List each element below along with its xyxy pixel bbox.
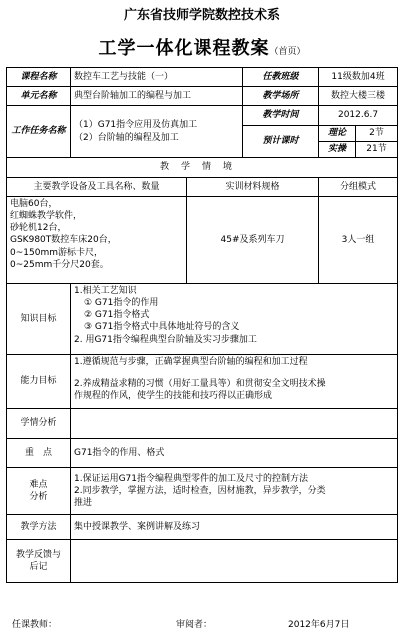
knowledge-line: 1.相关工艺知识 xyxy=(74,286,137,296)
knowledge-label: 知识目标 xyxy=(7,284,71,355)
place-label: 教学场所 xyxy=(243,87,319,106)
equipment-item: 0~150mm游标卡尺， xyxy=(10,247,103,258)
difficulty-label-line: 分析 xyxy=(29,492,48,502)
theory-label: 理论 xyxy=(319,126,356,142)
hours-label: 预计课时 xyxy=(243,126,319,158)
equipment-item: 红蜘蛛教学软件， xyxy=(10,211,83,222)
key-point-label: 重 点 xyxy=(7,439,71,468)
course-label: 课程名称 xyxy=(7,68,71,87)
grouping-header: 分组模式 xyxy=(319,178,398,197)
feedback-value xyxy=(71,540,398,583)
row-task-time xyxy=(7,106,398,126)
feedback-label xyxy=(7,540,71,583)
material-header: 实训材料规格 xyxy=(187,178,319,197)
equipment-header: 主要教学设备及工具名称、数量 xyxy=(7,178,187,197)
unit-label: 单元名称 xyxy=(7,87,71,106)
class-label: 任教班级 xyxy=(243,68,319,87)
class-value: 11级数加4班 xyxy=(319,68,398,87)
knowledge-line: ② G71指令格式 xyxy=(84,310,150,321)
signature-footer xyxy=(6,617,397,631)
row-situation-title xyxy=(7,158,398,178)
knowledge-line: ① G71指令的作用 xyxy=(84,298,159,309)
material-value: 45#及系列车刀 xyxy=(187,197,319,284)
method-label: 教学方法 xyxy=(7,515,71,540)
row-knowledge xyxy=(7,284,398,355)
ability-line xyxy=(74,368,394,378)
practice-label: 实操 xyxy=(319,142,356,158)
difficulty-line: 2.同步教学，掌握方法，适时检查，因材施教，异步教学，分类 xyxy=(74,485,326,496)
difficulty-value xyxy=(71,468,398,515)
practice-value: 21节 xyxy=(356,142,398,158)
grouping-value: 3人一组 xyxy=(319,197,398,284)
row-unit xyxy=(7,87,398,106)
knowledge-value xyxy=(71,284,398,355)
reviewer-label: 审阅者： xyxy=(176,620,213,630)
ability-line: 2.养成精益求精的习惯（用好工量具等）和贯彻安全文明技术操 xyxy=(74,379,326,390)
doc-title-sub: （首页） xyxy=(269,47,306,57)
teacher-label: 任课教师： xyxy=(12,620,58,630)
doc-title-main: 工学一体化课程教案 xyxy=(98,38,270,59)
ability-label: 能力目标 xyxy=(7,355,71,409)
difficulty-line: 1.保证运用G71指令编程典型零件的加工及尺寸的控制方法 xyxy=(74,473,309,484)
row-analysis xyxy=(7,409,398,439)
ability-line: 作规程的作风，使学生的技能和技巧得以正确形成 xyxy=(74,391,273,402)
equipment-item: 0~25mm千分尺20套。 xyxy=(10,259,109,270)
row-method xyxy=(7,515,398,540)
date-label: 2012年6月7日 xyxy=(288,620,350,630)
row-situation-headers xyxy=(7,178,398,197)
difficulty-label-line: 难点 xyxy=(29,479,48,490)
task-line-2: （2）台阶轴的编程及加工 xyxy=(74,132,179,143)
doc-title xyxy=(0,34,404,60)
knowledge-line: ③ G71指令格式中具体地址符号的含义 xyxy=(84,322,240,333)
difficulty-label xyxy=(7,468,71,515)
feedback-label-line: 后记 xyxy=(29,562,48,572)
row-difficulty xyxy=(7,468,398,515)
task-line-1: （1）G71指令应用及仿真加工 xyxy=(74,120,198,131)
task-value xyxy=(71,106,243,158)
row-situation-values xyxy=(7,197,398,284)
row-course xyxy=(7,68,398,87)
row-key-point xyxy=(7,439,398,468)
equipment-item: 电脑60台， xyxy=(10,199,58,209)
equipment-list xyxy=(7,197,187,284)
key-point-value: G71指令的作用、格式 xyxy=(71,439,398,468)
ability-value xyxy=(71,355,398,409)
ability-line: 1.遵循规范与步骤，正确掌握典型台阶轴的编程和加工过程 xyxy=(74,357,308,367)
school-heading: 广东省技师学院数控技术系 xyxy=(123,8,280,23)
feedback-label-line: 教学反馈与 xyxy=(15,549,61,560)
equipment-item: 砂轮机12台， xyxy=(10,223,67,234)
unit-value: 典型台阶轴加工的编程与加工 xyxy=(71,87,243,106)
row-ability xyxy=(7,355,398,409)
analysis-value xyxy=(71,409,398,439)
theory-value: 2节 xyxy=(356,126,398,142)
difficulty-line: 推进 xyxy=(74,498,93,509)
method-value: 集中授课教学、案例讲解及练习 xyxy=(71,515,398,540)
analysis-label: 学情分析 xyxy=(7,409,71,439)
time-value: 2012.6.7 xyxy=(319,106,398,126)
knowledge-line: 2. 用G71指令编程典型台阶轴及实习步骤加工 xyxy=(74,334,257,345)
equipment-item: GSK980T数控车床20台， xyxy=(10,235,117,246)
task-label: 工作任务名称 xyxy=(7,106,71,158)
situation-title: 教学情境 xyxy=(7,158,398,178)
course-value: 数控车工艺与技能（一） xyxy=(71,68,243,87)
time-label: 教学时间 xyxy=(243,106,319,126)
row-feedback xyxy=(7,540,398,583)
lesson-plan-table xyxy=(6,67,398,583)
place-value: 数控大楼三楼 xyxy=(319,87,398,106)
